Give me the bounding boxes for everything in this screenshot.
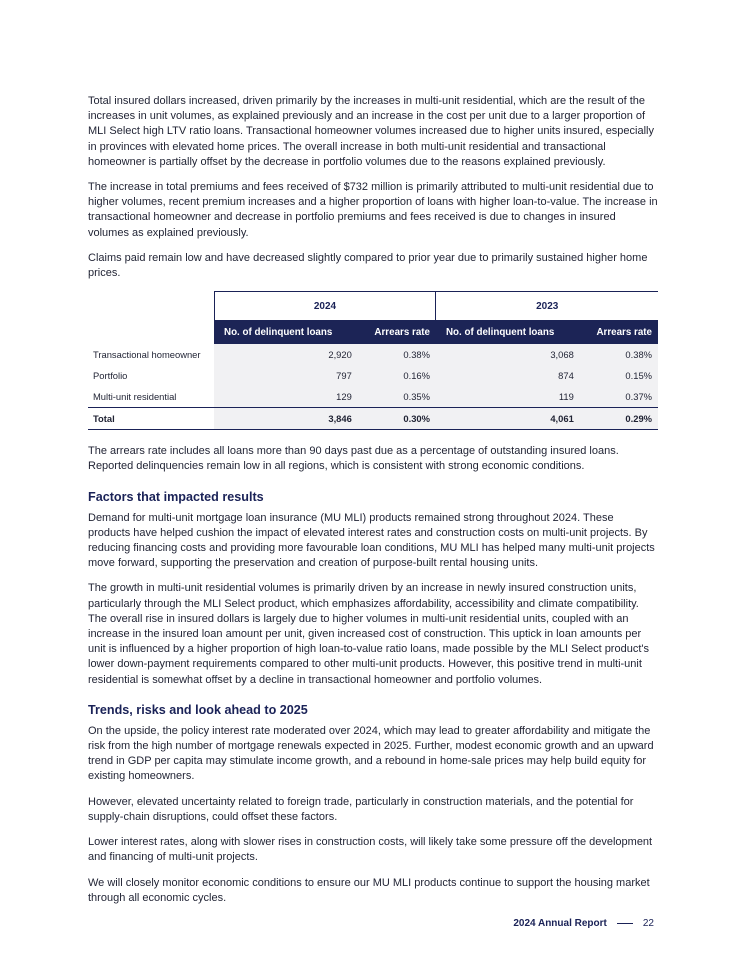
- trends-paragraph-2: However, elevated uncertainty related to foreign trade, particularly in construction materials, and the potential for supply-chain disruptions, could offset these factors.: [88, 795, 634, 823]
- page-content: [88, 94, 658, 916]
- year-header-2024: 2024: [214, 292, 436, 321]
- cell: 0.35%: [358, 386, 436, 408]
- intro-paragraph-2: The increase in total premiums and fees received of $732 million is primarily attributed to multi-unit residential due to higher volumes, recent premium increases and a higher proportion of loans with higher loan-to-value. The increase in transactional homeowner and decrease in portfolio premiums and fees received is due to changes in insured volumes as explained previously.: [88, 181, 658, 239]
- col-header-arrears-2023: Arrears rate: [580, 320, 658, 344]
- table-subheader-blank: [88, 320, 214, 344]
- total-cell: 3,846: [214, 408, 358, 430]
- cell: 797: [214, 365, 358, 386]
- cell: 129: [214, 386, 358, 408]
- table-corner: [88, 292, 214, 321]
- row-label: Multi-unit residential: [93, 391, 177, 403]
- delinquent-loans-table: [88, 291, 658, 430]
- page-footer: [513, 918, 654, 929]
- cell: 119: [436, 386, 580, 408]
- col-header-arrears-2024: Arrears rate: [358, 320, 436, 344]
- year-header-2023: 2023: [436, 292, 658, 321]
- page-number: 22: [642, 918, 654, 929]
- total-label: Total: [88, 408, 214, 430]
- cell: 0.38%: [580, 344, 658, 365]
- trends-paragraph-3: Lower interest rates, along with slower rises in construction costs, will likely take some pressure off the development and financing of multi-unit projects.: [88, 836, 653, 864]
- section-heading-trends: Trends, risks and look ahead to 2025: [88, 702, 308, 717]
- factors-paragraph-2: The growth in multi-unit residential volumes is primarily driven by an increase in newly insured construction units, particularly through the MLI Select product, which emphasizes affordability, accessibility and climate compatibility. The overall rise in insured dollars is largely due to higher volumes in multi-unit residential units, coupled with an increase in the insured loan amount per unit, given increased cost of construction. This uptick in loan amounts per unit is influenced by a higher proportion of high loan-to-value ratio loans, made possible by the MLI Select product's lower down-payment requirements compared to other multi-unit products. However, this positive trend in multi-unit residential is somewhat offset by a decline in transactional homeowner and portfolio volumes.: [88, 582, 649, 686]
- total-cell: 0.30%: [358, 408, 436, 430]
- cell: 0.38%: [358, 344, 436, 365]
- row-label: Transactional homeowner: [93, 349, 201, 361]
- table-row: [88, 386, 658, 408]
- cell: 0.37%: [580, 386, 658, 408]
- table-row: [88, 344, 658, 365]
- cell: 3,068: [436, 344, 580, 365]
- total-cell: 4,061: [436, 408, 580, 430]
- intro-paragraph-1: Total insured dollars increased, driven primarily by the increases in multi-unit residential, which are the result of the increases in unit volumes, as explained previously and an increase in the cost per unit due to a larger proportion of MLI Select high LTV ratio loans. Transactional homeowner volumes increased due to higher units insured, especially in provinces with elevated home prices. The overall increase in both multi-unit residential and transactional homeowner is partially offset by the decrease in portfolio volumes due to the reasons explained previously.: [88, 95, 654, 168]
- cell: 0.15%: [580, 365, 658, 386]
- trends-paragraph-4: We will closely monitor economic conditions to ensure our MU MLI products continue to support the housing market through all economic cycles.: [88, 876, 650, 904]
- footer-divider: [617, 923, 633, 924]
- trends-paragraph-1: On the upside, the policy interest rate moderated over 2024, which may lead to greater affordability and mitigate the risk from the high number of mortgage renewals expected in 2025. Further, modest economic growth and an upward trend in GDP per capita may stimulate income growth, and a rebound in home-sale prices may help build equity for existing homeowners.: [88, 724, 654, 783]
- total-cell: 0.29%: [580, 408, 658, 430]
- footer-report-title: 2024 Annual Report: [513, 918, 607, 929]
- section-heading-factors: Factors that impacted results: [88, 489, 264, 504]
- cell: 0.16%: [358, 365, 436, 386]
- cell: 874: [436, 365, 580, 386]
- intro-paragraph-3: Claims paid remain low and have decreased slightly compared to prior year due to primarily sustained higher home prices.: [88, 251, 648, 280]
- table-row: [88, 365, 658, 386]
- col-header-delinquent-2023: No. of delinquent loans: [436, 320, 580, 344]
- arrears-note-paragraph: The arrears rate includes all loans more than 90 days past due as a percentage of outstanding insured loans. Reported delinquencies remain low in all regions, which is consistent with strong economic conditions.: [88, 445, 619, 473]
- table-total-row: [88, 408, 658, 430]
- factors-paragraph-1: Demand for multi-unit mortgage loan insurance (MU MLI) products remained strong throughout 2024. These products have helped cushion the impact of elevated interest rates and construction costs on multi-unit projects. By reducing financing costs and providing more favourable loan conditions, MU MLI has helped many multi-unit projects move forward, supporting the preservation and creation of purpose-built rental housing units.: [88, 511, 655, 570]
- cell: 2,920: [214, 344, 358, 365]
- row-label: Portfolio: [93, 370, 128, 382]
- col-header-delinquent-2024: No. of delinquent loans: [214, 320, 358, 344]
